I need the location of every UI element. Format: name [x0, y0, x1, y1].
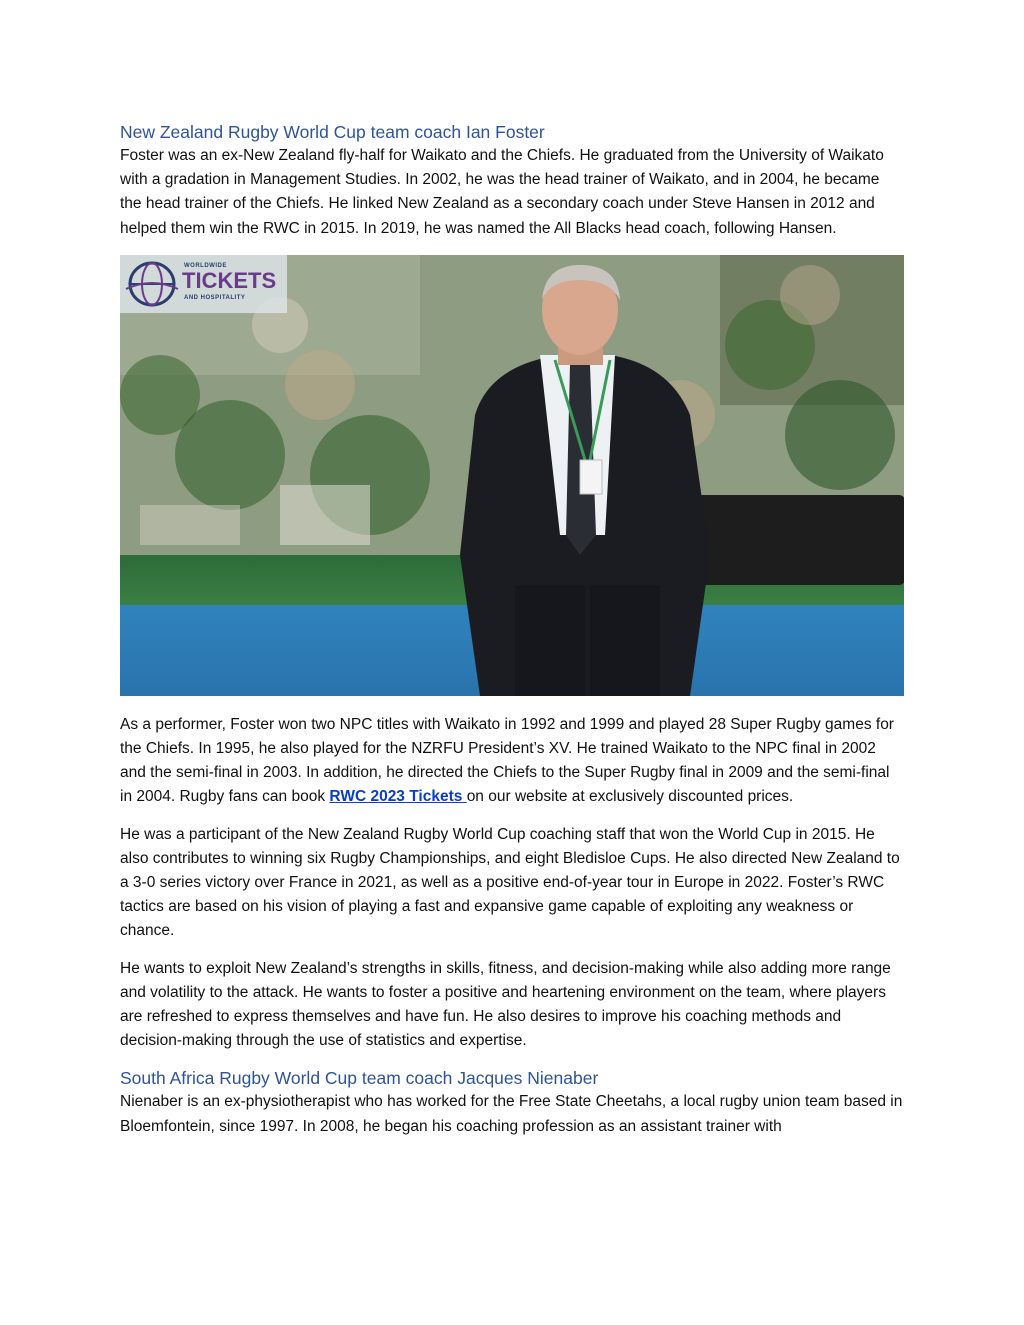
- logo-tickets-text: TICKETS: [182, 267, 277, 293]
- document-content: [120, 120, 905, 1139]
- paragraph-text: As a performer, Foster won two NPC titles with Waikato in 1992 and 1999 and played 28 Super Rugby games for the Chiefs. In 1995, he also played for the NZRFU President’s XV. He trained Waikato to the NPC final in 2002 and the semi-final in 2003. In addition, he directed the Chiefs to the Super Rugby final in 2009 and the semi-final in 2004. Rugby fans can book: [120, 715, 894, 806]
- logo-hospitality-text: AND HOSPITALITY: [184, 294, 246, 301]
- section-heading-jacques-nienaber: South Africa Rugby World Cup team coach Jacques Nienaber: [120, 1068, 599, 1089]
- paragraph-text: on our website at exclusively discounted prices.: [466, 788, 794, 806]
- worldwide-tickets-logo: [120, 255, 287, 313]
- coach-figure: [420, 255, 740, 696]
- paragraph-nienaber-intro: Nienaber is an ex-physiotherapist who has worked for the Free State Cheetahs, a local rugby union team based in Bloemfontein, since 1997. In 2008, he began his coaching profession as an assistant trainer with: [120, 1093, 903, 1135]
- section-heading-ian-foster: New Zealand Rugby World Cup team coach Ian Foster: [120, 122, 545, 142]
- paragraph-foster-vision: He wants to exploit New Zealand’s strengths in skills, fitness, and decision-making while also adding more range and volatility to the attack. He wants to foster a positive and heartening environment on the team, where players are refreshed to express themselves and have fun. He also desires to improve his coaching methods and decision-making through the use of statistics and expertise.: [120, 959, 891, 1050]
- paragraph-foster-coaching-staff: He was a participant of the New Zealand Rugby World Cup coaching staff that won the World Cup in 2015. He also contributes to winning six Rugby Championships, and eight Bledisloe Cups. He also directed New Zealand to a 3-0 series victory over France in 2021, as well as a positive end-of-year tour in Europe in 2022. Foster’s RWC tactics are based on his vision of playing a fast and expansive game capable of exploiting any weakness or chance.: [120, 825, 900, 940]
- coach-photo: [120, 255, 904, 696]
- logo-worldwide-text: WORLDWIDE: [184, 262, 227, 269]
- rwc-tickets-link[interactable]: RWC 2023 Tickets: [329, 788, 467, 806]
- paragraph-foster-intro: Foster was an ex-New Zealand fly-half for Waikato and the Chiefs. He graduated from the University of Waikato with a gradation in Management Studies. In 2002, he was the head trainer of Waikato, and in 2004, he became the head trainer of the Chiefs. He linked New Zealand as a secondary coach under Steve Hansen in 2012 and helped them win the RWC in 2015. In 2019, he was named the All Blacks head coach, following Hansen.: [120, 147, 884, 237]
- globe-icon: [124, 259, 180, 309]
- paragraph-foster-player-career: [120, 713, 905, 810]
